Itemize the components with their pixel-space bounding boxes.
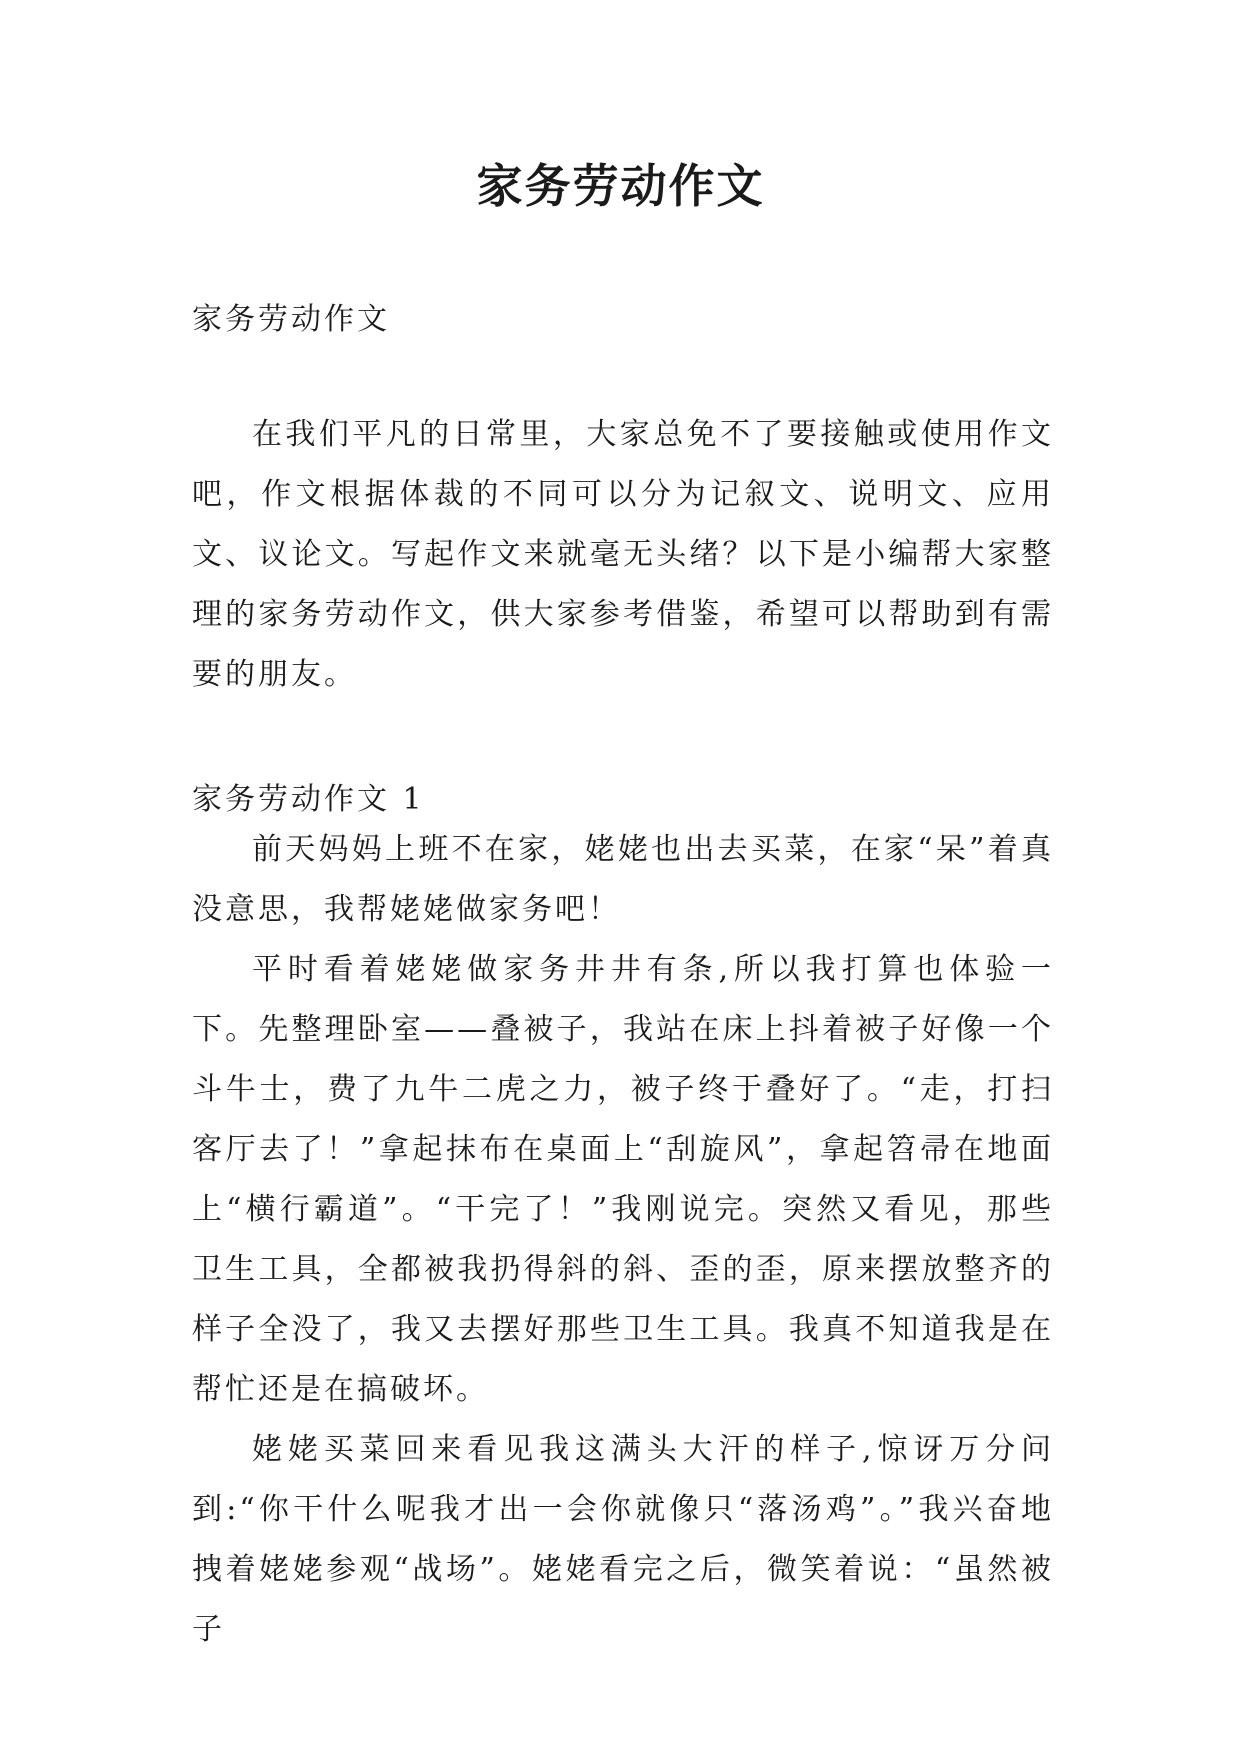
section-heading: 家务劳动作文 1	[192, 782, 425, 817]
essay-paragraph-3: 姥姥买菜回来看见我这满头大汗的样子,惊讶万分问到:“你干什么呢我才出一会你就像只“落汤鸡”。”我兴奋地拽着姥姥参观“战场”。姥姥看完之后，微笑着说：“虽然被子	[192, 1432, 1054, 1647]
intro-section	[192, 405, 1054, 705]
essay-paragraph-2: 平时看着姥姥做家务井井有条,所以我打算也体验一下。先整理卧室——叠被子，我站在床上抖着被子好像一个斗牛士，费了九牛二虎之力，被子终于叠好了。“走，打扫客厅去了！”拿起抹布在桌面上“刮旋风”，拿起笤帚在地面上“横行霸道”。“干完了！”我刚说完。突然又看见，那些卫生工具，全都被我扔得斜的斜、歪的歪，原来摆放整齐的样子全没了，我又去摆好那些卫生工具。我真不知道我是在帮忙还是在搞破坏。	[192, 952, 1054, 1407]
essay-paragraph-1: 前天妈妈上班不在家，姥姥也出去买菜，在家“呆”着真没意思，我帮姥姥做家务吧！	[192, 832, 1054, 927]
essay-body	[192, 820, 1054, 1660]
document-title: 家务劳动作文	[476, 159, 765, 213]
intro-paragraph: 在我们平凡的日常里，大家总免不了要接触或使用作文吧，作文根据体裁的不同可以分为记叙文、说明文、应用文、议论文。写起作文来就毫无头绪？以下是小编帮大家整理的家务劳动作文，供大家参考借鉴，希望可以帮助到有需要的朋友。	[192, 417, 1054, 692]
document-subtitle: 家务劳动作文	[192, 302, 390, 337]
